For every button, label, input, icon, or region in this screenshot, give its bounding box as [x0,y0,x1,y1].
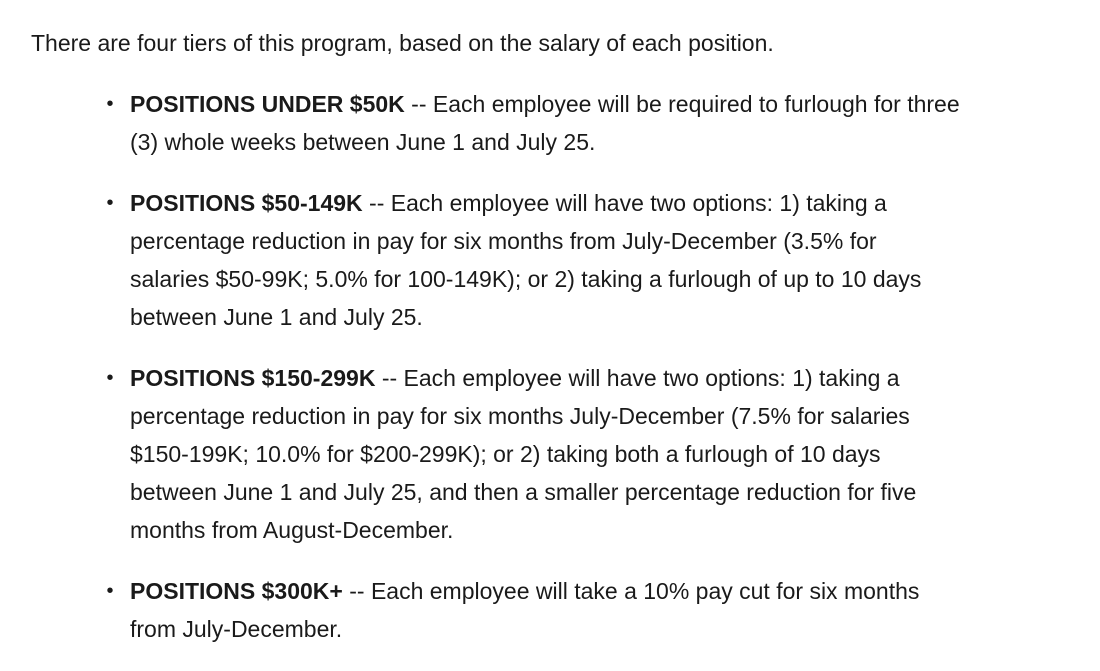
tier-item-300k-plus [106,572,1060,648]
tier-text: percentage reduction in pay for six months July-December (7.5% for salaries [130,403,910,429]
bullet-icon: • [106,93,114,115]
bullet-icon: • [106,367,114,389]
tier-first-line [130,572,1060,610]
tier-list [106,85,1060,671]
tier-first-line [130,359,1060,397]
tier-text: between June 1 and July 25. [130,304,423,330]
tier-text: percentage reduction in pay for six months from July-December (3.5% for [130,228,877,254]
tier-item-50-149k [106,184,1060,336]
tier-text: months from August-December. [130,517,454,543]
intro-paragraph: There are four tiers of this program, based on the salary of each position. [31,30,774,56]
tier-text: between June 1 and July 25, and then a smaller percentage reduction for five [130,479,917,505]
tier-text: (3) whole weeks between June 1 and July 25. [130,129,596,155]
tier-text: $150-199K; 10.0% for $200-299K); or 2) taking both a furlough of 10 days [130,441,881,467]
tier-text: -- Each employee will take a 10% pay cut for six months [342,578,920,604]
tier-first-line [130,85,1060,123]
tier-text: salaries $50-99K; 5.0% for 100-149K); or 2) taking a furlough of up to 10 days [130,266,922,292]
tier-title: POSITIONS $150-299K [130,365,376,391]
tier-text: -- Each employee will have two options: 1) taking a [362,190,887,216]
tier-item-under-50k [106,85,1060,161]
tier-title: POSITIONS $300K+ [130,578,343,604]
tier-first-line [130,184,1060,222]
tier-title: POSITIONS $50-149K [130,190,363,216]
tier-text: -- Each employee will be required to furlough for three [404,91,960,117]
tier-item-150-299k [106,359,1060,549]
tier-text: -- Each employee will have two options: 1) taking a [375,365,900,391]
bullet-icon: • [106,580,114,602]
tier-title: POSITIONS UNDER $50K [130,91,405,117]
tier-text: from July-December. [130,616,343,642]
bullet-icon: • [106,192,114,214]
